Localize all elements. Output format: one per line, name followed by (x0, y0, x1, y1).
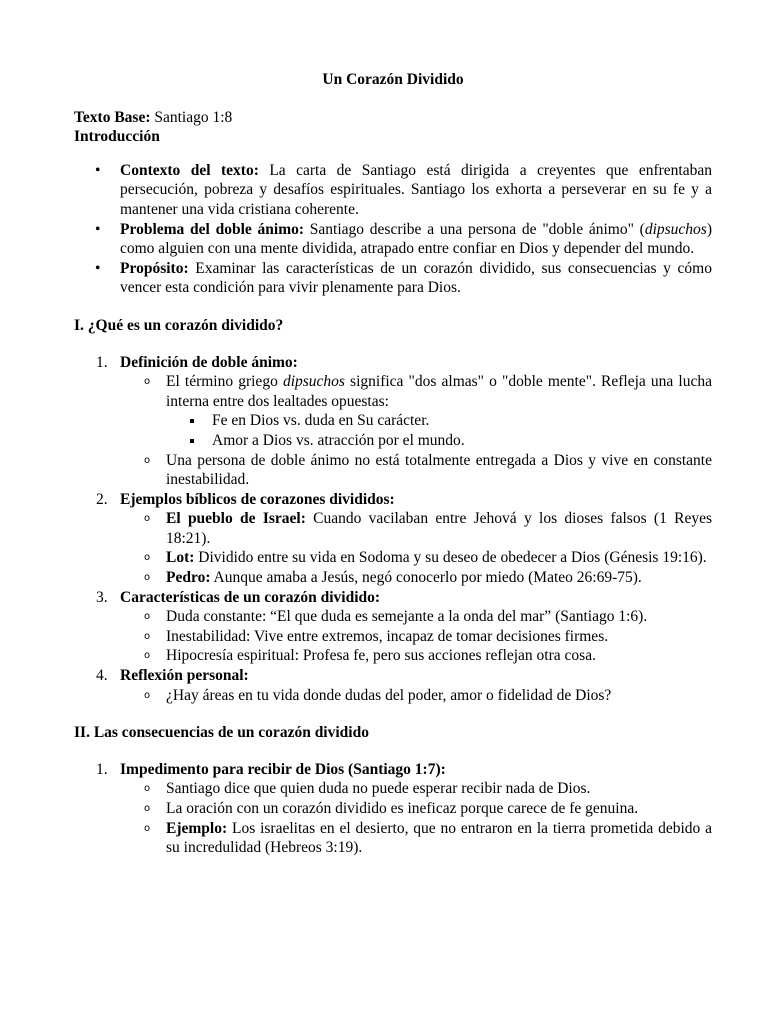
introduccion-heading: Introducción (74, 128, 160, 146)
list-item: 3. Características de un corazón dividido: o Duda constante: “El que duda es semejante a la onda del mar” (Santiago 1:6). o Inestabilidad: Vive entre extremos, incapaz de tomar decisiones firmes. o Hipocresía espiritual: Profesa fe, pero sus acciones reflejan otra cosa. (74, 588, 712, 666)
list-item: o Una persona de doble ánimo no está totalmente entregada a Dios y vive en constante inestabilidad. (120, 451, 712, 490)
list-item: o La oración con un corazón dividido es ineficaz porque carece de fe genuina. (120, 799, 712, 819)
list-item: 1. Impedimento para recibir de Dios (Santiago 1:7): o Santiago dice que quien duda no puede esperar recibir nada de Dios. o La oración con un corazón dividido es ineficaz porque carece de fe genuina. o Ejemplo: Los israelitas en el desierto, que no entraron en la tierra prometida debido a su incredulidad (Hebreos 3:19). (74, 760, 712, 858)
texto-base-line (74, 108, 712, 128)
texto-base-label: Texto Base: (74, 108, 151, 126)
list-item: 2. Ejemplos bíblicos de corazones divididos: o El pueblo de Israel: Cuando vacilaban entre Jehová y los dioses falsos (1 Reyes 18:21). o Lot: Dividido entre su vida en Sodoma y su deseo de obedecer a Dios (Génesis 19:16). o Pedro: Aunque amaba a Jesús, negó conocerlo por miedo (Mateo 26:69-75). (74, 490, 712, 588)
list-item: Fe en Dios vs. duda en Su carácter. (166, 411, 712, 431)
document-title: Un Corazón Dividido (322, 71, 464, 88)
section-2-list (74, 760, 712, 858)
list-item: o El término griego dipsuchos significa "dos almas" o "doble mente". Refleja una lucha interna entre dos lealtades opuestas: Fe en Dios vs. duda en Su carácter. Amor a Dios vs. atracción por el mundo. (120, 372, 712, 450)
section-1-list (74, 353, 712, 706)
list-item: o Hipocresía espiritual: Profesa fe, pero sus acciones reflejan otra cosa. (120, 646, 712, 666)
section-1-heading: I. ¿Qué es un corazón dividido? (74, 316, 284, 334)
introduccion-list (74, 161, 712, 298)
list-item: 4. Reflexión personal: o ¿Hay áreas en tu vida donde dudas del poder, amor o fidelidad de Dios? (74, 666, 712, 705)
list-item: • Problema del doble ánimo: Santiago describe a una persona de "doble ánimo" (dipsuchos) como alguien con una mente dividida, atrapado entre confiar en Dios y depender del mundo. (74, 220, 712, 259)
list-item: o Santiago dice que quien duda no puede esperar recibir nada de Dios. (120, 779, 712, 799)
list-item: • Propósito: Examinar las características de un corazón dividido, sus consecuencias y cómo vencer esta condición para vivir plenamente para Dios. (74, 259, 712, 298)
list-item: o Ejemplo: Los israelitas en el desierto, que no entraron en la tierra prometida debido a su incredulidad (Hebreos 3:19). (120, 819, 712, 858)
list-item: Amor a Dios vs. atracción por el mundo. (166, 431, 712, 451)
list-item: • Contexto del texto: La carta de Santiago está dirigida a creyentes que enfrentaban persecución, pobreza y desafíos espirituales. Santiago los exhorta a perseverar en su fe y a mantener una vida cristiana coherente. (74, 161, 712, 220)
list-item: o Pedro: Aunque amaba a Jesús, negó conocerlo por miedo (Mateo 26:69-75). (120, 568, 712, 588)
list-item: o Duda constante: “El que duda es semejante a la onda del mar” (Santiago 1:6). (120, 607, 712, 627)
section-2-heading: II. Las consecuencias de un corazón dividido (74, 724, 369, 742)
texto-base-value: Santiago 1:8 (150, 108, 233, 126)
list-item: 1. Definición de doble ánimo: o El término griego dipsuchos significa "dos almas" o "doble mente". Refleja una lucha interna entre dos lealtades opuestas: Fe en Dios vs. duda en Su carácter. Amor a Dios vs. atracción por el mundo. o Una persona de doble ánimo no está totalmente entregada a Dios y vive en constante inestabilidad. (74, 353, 712, 490)
list-item: o Inestabilidad: Vive entre extremos, incapaz de tomar decisiones firmes. (120, 627, 712, 647)
list-item: o ¿Hay áreas en tu vida donde dudas del poder, amor o fidelidad de Dios? (120, 686, 712, 706)
document-page (74, 70, 712, 858)
list-item: o El pueblo de Israel: Cuando vacilaban entre Jehová y los dioses falsos (1 Reyes 18:21). (120, 509, 712, 548)
list-item: o Lot: Dividido entre su vida en Sodoma y su deseo de obedecer a Dios (Génesis 19:16). (120, 548, 712, 568)
